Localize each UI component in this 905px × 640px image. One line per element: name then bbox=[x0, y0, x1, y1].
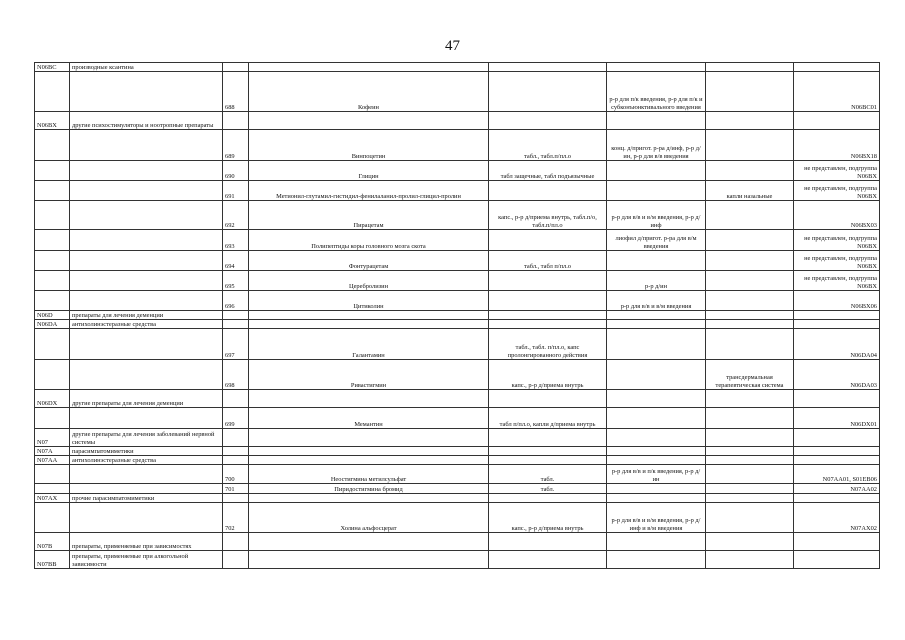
atc-code bbox=[794, 447, 880, 456]
dosage-form-oral: табл., табл п/пл.о bbox=[489, 251, 607, 271]
atc-code bbox=[794, 112, 880, 130]
atc-code: не представлен, подгруппа N06BX bbox=[794, 230, 880, 251]
atc-group-code: N07AA bbox=[35, 456, 70, 465]
table-row bbox=[35, 72, 880, 112]
atc-group-code bbox=[35, 408, 70, 429]
atc-group-code bbox=[35, 130, 70, 161]
drug-name bbox=[249, 429, 489, 447]
dosage-form-oral: табл. bbox=[489, 465, 607, 484]
dosage-form-injection bbox=[607, 251, 706, 271]
drug-name: Неостигмина метилсульфат bbox=[249, 465, 489, 484]
table-row bbox=[35, 456, 880, 465]
dosage-form-other bbox=[706, 320, 794, 329]
atc-group-code bbox=[35, 329, 70, 360]
dosage-form-other bbox=[706, 484, 794, 494]
dosage-form-oral bbox=[489, 320, 607, 329]
drug-name: Глицин bbox=[249, 161, 489, 181]
atc-group-code bbox=[35, 360, 70, 390]
dosage-form-injection: р-р для в/в и в/м введения, р-р д/инф и в/м введения bbox=[607, 503, 706, 533]
drug-name: Метионил-глутамил-гистидил-фенилаланил-пролил-глицил-пролин bbox=[249, 181, 489, 201]
dosage-form-injection bbox=[607, 533, 706, 551]
atc-group-name: производные ксантина bbox=[70, 63, 223, 72]
dosage-form-other bbox=[706, 311, 794, 320]
drug-name: Кофеин bbox=[249, 72, 489, 112]
dosage-form-oral bbox=[489, 291, 607, 311]
dosage-form-injection bbox=[607, 181, 706, 201]
drug-name: Холина альфосцерат bbox=[249, 503, 489, 533]
row-number: 701 bbox=[223, 484, 249, 494]
atc-group-code bbox=[35, 161, 70, 181]
atc-group-code: N06D bbox=[35, 311, 70, 320]
table-row bbox=[35, 429, 880, 447]
atc-code bbox=[794, 311, 880, 320]
atc-group-name: другие препараты для лечения заболеваний нервной системы bbox=[70, 429, 223, 447]
dosage-form-oral: капс., р-р д/приема внутрь, табл.п/о, табл.п/пл.о bbox=[489, 201, 607, 230]
page-number: 47 bbox=[445, 38, 460, 54]
drug-name bbox=[249, 112, 489, 130]
table-row bbox=[35, 551, 880, 569]
atc-code: N06BC01 bbox=[794, 72, 880, 112]
row-number bbox=[223, 494, 249, 503]
atc-group-name: парасимпатомиметики bbox=[70, 447, 223, 456]
atc-group-name bbox=[70, 408, 223, 429]
atc-group-code: N06DX bbox=[35, 390, 70, 408]
atc-code: не представлен, подгруппа N06BX bbox=[794, 181, 880, 201]
atc-group-name bbox=[70, 271, 223, 291]
dosage-form-injection: р-р для в/в и п/к введения, р-р д/ин bbox=[607, 465, 706, 484]
row-number: 691 bbox=[223, 181, 249, 201]
drug-name: Галантамин bbox=[249, 329, 489, 360]
row-number: 699 bbox=[223, 408, 249, 429]
dosage-form-other bbox=[706, 456, 794, 465]
drug-name bbox=[249, 533, 489, 551]
dosage-form-injection bbox=[607, 63, 706, 72]
dosage-form-other: капли назальные bbox=[706, 181, 794, 201]
atc-group-name bbox=[70, 484, 223, 494]
table-row bbox=[35, 251, 880, 271]
atc-group-name bbox=[70, 291, 223, 311]
atc-code bbox=[794, 320, 880, 329]
drug-name bbox=[249, 320, 489, 329]
drug-name: Полипептиды коры головного мозга скота bbox=[249, 230, 489, 251]
atc-group-code: N07AX bbox=[35, 494, 70, 503]
dosage-form-injection bbox=[607, 408, 706, 429]
atc-group-name: препараты, применяемые при алкогольной зависимости bbox=[70, 551, 223, 569]
row-number: 697 bbox=[223, 329, 249, 360]
dosage-form-oral bbox=[489, 271, 607, 291]
dosage-form-injection bbox=[607, 360, 706, 390]
table-row bbox=[35, 390, 880, 408]
table-row bbox=[35, 181, 880, 201]
atc-code bbox=[794, 533, 880, 551]
drug-name: Мемантин bbox=[249, 408, 489, 429]
row-number bbox=[223, 551, 249, 569]
atc-code bbox=[794, 63, 880, 72]
atc-group-code bbox=[35, 181, 70, 201]
dosage-form-oral bbox=[489, 447, 607, 456]
atc-group-code bbox=[35, 484, 70, 494]
drug-name bbox=[249, 63, 489, 72]
dosage-form-oral: табл защечные, табл подъязычные bbox=[489, 161, 607, 181]
atc-group-code bbox=[35, 230, 70, 251]
dosage-form-injection bbox=[607, 456, 706, 465]
dosage-form-other bbox=[706, 408, 794, 429]
dosage-form-other bbox=[706, 251, 794, 271]
dosage-form-oral: табл., табл.п/пл.о bbox=[489, 130, 607, 161]
table-row bbox=[35, 271, 880, 291]
table-row bbox=[35, 494, 880, 503]
atc-group-name: другие препараты для лечения деменции bbox=[70, 390, 223, 408]
drug-name: Ривастигмин bbox=[249, 360, 489, 390]
dosage-form-other bbox=[706, 230, 794, 251]
drug-name: Пиридостигмина бромид bbox=[249, 484, 489, 494]
atc-group-name bbox=[70, 465, 223, 484]
dosage-form-oral bbox=[489, 456, 607, 465]
row-number bbox=[223, 311, 249, 320]
dosage-form-other bbox=[706, 429, 794, 447]
dosage-form-injection: конц. д/пригот. р-ра д/инф, р-р д/ин, р-р для в/в введения bbox=[607, 130, 706, 161]
table-row bbox=[35, 291, 880, 311]
dosage-form-oral bbox=[489, 390, 607, 408]
row-number: 702 bbox=[223, 503, 249, 533]
table-row bbox=[35, 503, 880, 533]
atc-group-code: N06DA bbox=[35, 320, 70, 329]
row-number bbox=[223, 447, 249, 456]
atc-group-code: N06BC bbox=[35, 63, 70, 72]
table-row bbox=[35, 360, 880, 390]
atc-group-name: препараты, применяемые при зависимостях bbox=[70, 533, 223, 551]
atc-group-code bbox=[35, 465, 70, 484]
atc-code: не представлен, подгруппа N06BX bbox=[794, 271, 880, 291]
atc-code bbox=[794, 456, 880, 465]
dosage-form-injection bbox=[607, 311, 706, 320]
table-row bbox=[35, 112, 880, 130]
dosage-form-other bbox=[706, 533, 794, 551]
dosage-form-oral: капс., р-р д/приема внутрь bbox=[489, 360, 607, 390]
dosage-form-other bbox=[706, 465, 794, 484]
row-number bbox=[223, 63, 249, 72]
row-number: 695 bbox=[223, 271, 249, 291]
table-row bbox=[35, 201, 880, 230]
row-number bbox=[223, 320, 249, 329]
dosage-form-injection bbox=[607, 161, 706, 181]
atc-group-code bbox=[35, 503, 70, 533]
row-number bbox=[223, 429, 249, 447]
table-row bbox=[35, 161, 880, 181]
atc-code: не представлен, подгруппа N06BX bbox=[794, 251, 880, 271]
atc-code: N06DA04 bbox=[794, 329, 880, 360]
dosage-form-oral bbox=[489, 551, 607, 569]
dosage-form-other bbox=[706, 390, 794, 408]
atc-group-code bbox=[35, 251, 70, 271]
atc-group-name: прочие парасимпатомиметики bbox=[70, 494, 223, 503]
dosage-form-injection: лиофил д/пригот. р-ра для в/м введения bbox=[607, 230, 706, 251]
dosage-form-oral bbox=[489, 181, 607, 201]
dosage-form-other bbox=[706, 112, 794, 130]
atc-group-code: N06BX bbox=[35, 112, 70, 130]
drug-name bbox=[249, 551, 489, 569]
dosage-form-oral: табл п/пл.о, капли д/приема внутрь bbox=[489, 408, 607, 429]
drug-name: Церебролизин bbox=[249, 271, 489, 291]
atc-code: N07AA02 bbox=[794, 484, 880, 494]
dosage-form-oral bbox=[489, 494, 607, 503]
drug-name: Винпоцетин bbox=[249, 130, 489, 161]
row-number: 692 bbox=[223, 201, 249, 230]
dosage-form-other bbox=[706, 130, 794, 161]
atc-group-name bbox=[70, 251, 223, 271]
atc-code: N06BX03 bbox=[794, 201, 880, 230]
table-row bbox=[35, 408, 880, 429]
table-row bbox=[35, 311, 880, 320]
dosage-form-other bbox=[706, 63, 794, 72]
dosage-form-other bbox=[706, 329, 794, 360]
dosage-form-oral bbox=[489, 63, 607, 72]
dosage-form-other bbox=[706, 503, 794, 533]
atc-group-name bbox=[70, 72, 223, 112]
drug-name: Цитиколин bbox=[249, 291, 489, 311]
dosage-form-oral bbox=[489, 72, 607, 112]
atc-group-code: N07A bbox=[35, 447, 70, 456]
atc-code bbox=[794, 494, 880, 503]
table-row bbox=[35, 329, 880, 360]
atc-group-name bbox=[70, 503, 223, 533]
atc-group-name bbox=[70, 360, 223, 390]
dosage-form-oral bbox=[489, 311, 607, 320]
atc-code: N06DX01 bbox=[794, 408, 880, 429]
dosage-form-injection bbox=[607, 551, 706, 569]
table-row bbox=[35, 465, 880, 484]
row-number: 696 bbox=[223, 291, 249, 311]
atc-group-code bbox=[35, 271, 70, 291]
dosage-form-oral: табл., табл. п/пл.о, капс пролонгированного действия bbox=[489, 329, 607, 360]
table-row bbox=[35, 230, 880, 251]
row-number: 690 bbox=[223, 161, 249, 181]
dosage-form-other bbox=[706, 291, 794, 311]
drug-name bbox=[249, 311, 489, 320]
dosage-form-oral bbox=[489, 112, 607, 130]
dosage-form-injection bbox=[607, 429, 706, 447]
dosage-form-other bbox=[706, 271, 794, 291]
atc-group-code: N07B bbox=[35, 533, 70, 551]
drug-name: Фонтурацетам bbox=[249, 251, 489, 271]
dosage-form-injection: р-р для в/в и в/м введения, р-р д/инф bbox=[607, 201, 706, 230]
atc-group-name: антихолинэстеразные средства bbox=[70, 456, 223, 465]
row-number bbox=[223, 112, 249, 130]
drug-name bbox=[249, 494, 489, 503]
atc-code: N06DA03 bbox=[794, 360, 880, 390]
drug-name bbox=[249, 390, 489, 408]
atc-code: N07AX02 bbox=[794, 503, 880, 533]
atc-group-name bbox=[70, 130, 223, 161]
atc-group-code bbox=[35, 201, 70, 230]
atc-group-name bbox=[70, 181, 223, 201]
dosage-form-other bbox=[706, 551, 794, 569]
atc-code bbox=[794, 429, 880, 447]
row-number: 698 bbox=[223, 360, 249, 390]
row-number: 688 bbox=[223, 72, 249, 112]
dosage-form-injection bbox=[607, 484, 706, 494]
dosage-form-oral bbox=[489, 429, 607, 447]
dosage-form-other: трансдермальная терапевтическая система bbox=[706, 360, 794, 390]
row-number bbox=[223, 390, 249, 408]
atc-group-code: N07BB bbox=[35, 551, 70, 569]
atc-group-name bbox=[70, 329, 223, 360]
table-row bbox=[35, 484, 880, 494]
atc-code bbox=[794, 390, 880, 408]
dosage-form-injection bbox=[607, 447, 706, 456]
dosage-form-injection: р-р для п/к введения, р-р для п/к и субконъюнктивального введения bbox=[607, 72, 706, 112]
dosage-form-oral: табл. bbox=[489, 484, 607, 494]
atc-group-name: препараты для лечения деменции bbox=[70, 311, 223, 320]
table-row bbox=[35, 320, 880, 329]
atc-code: N06BX18 bbox=[794, 130, 880, 161]
dosage-form-other bbox=[706, 447, 794, 456]
dosage-form-oral bbox=[489, 533, 607, 551]
dosage-form-injection bbox=[607, 390, 706, 408]
table-row bbox=[35, 63, 880, 72]
dosage-form-oral bbox=[489, 230, 607, 251]
atc-code bbox=[794, 551, 880, 569]
atc-group-name bbox=[70, 201, 223, 230]
atc-group-name bbox=[70, 161, 223, 181]
row-number: 694 bbox=[223, 251, 249, 271]
atc-group-name: антихолинэстеразные средства bbox=[70, 320, 223, 329]
drug-name bbox=[249, 456, 489, 465]
atc-group-code: N07 bbox=[35, 429, 70, 447]
atc-code: N06BX06 bbox=[794, 291, 880, 311]
dosage-form-injection bbox=[607, 329, 706, 360]
dosage-form-injection bbox=[607, 320, 706, 329]
table-row bbox=[35, 533, 880, 551]
drug-register-table bbox=[34, 62, 880, 569]
drug-name: Пирацетам bbox=[249, 201, 489, 230]
dosage-form-injection bbox=[607, 494, 706, 503]
dosage-form-oral: капс., р-р д/приема внутрь bbox=[489, 503, 607, 533]
atc-code: не представлен, подгруппа N06BX bbox=[794, 161, 880, 181]
row-number bbox=[223, 533, 249, 551]
atc-group-code bbox=[35, 72, 70, 112]
table-row bbox=[35, 447, 880, 456]
dosage-form-injection: р-р д/ин bbox=[607, 271, 706, 291]
dosage-form-other bbox=[706, 201, 794, 230]
atc-code: N07AA01, S01EB06 bbox=[794, 465, 880, 484]
dosage-form-other bbox=[706, 72, 794, 112]
row-number: 700 bbox=[223, 465, 249, 484]
dosage-form-injection: р-р для в/в и в/м введения bbox=[607, 291, 706, 311]
drug-name bbox=[249, 447, 489, 456]
row-number bbox=[223, 456, 249, 465]
dosage-form-other bbox=[706, 494, 794, 503]
row-number: 689 bbox=[223, 130, 249, 161]
dosage-form-injection bbox=[607, 112, 706, 130]
atc-group-name: другие психостимуляторы и ноотропные препараты bbox=[70, 112, 223, 130]
atc-group-code bbox=[35, 291, 70, 311]
dosage-form-other bbox=[706, 161, 794, 181]
row-number: 693 bbox=[223, 230, 249, 251]
table-row bbox=[35, 130, 880, 161]
atc-group-name bbox=[70, 230, 223, 251]
table-body bbox=[35, 63, 880, 569]
